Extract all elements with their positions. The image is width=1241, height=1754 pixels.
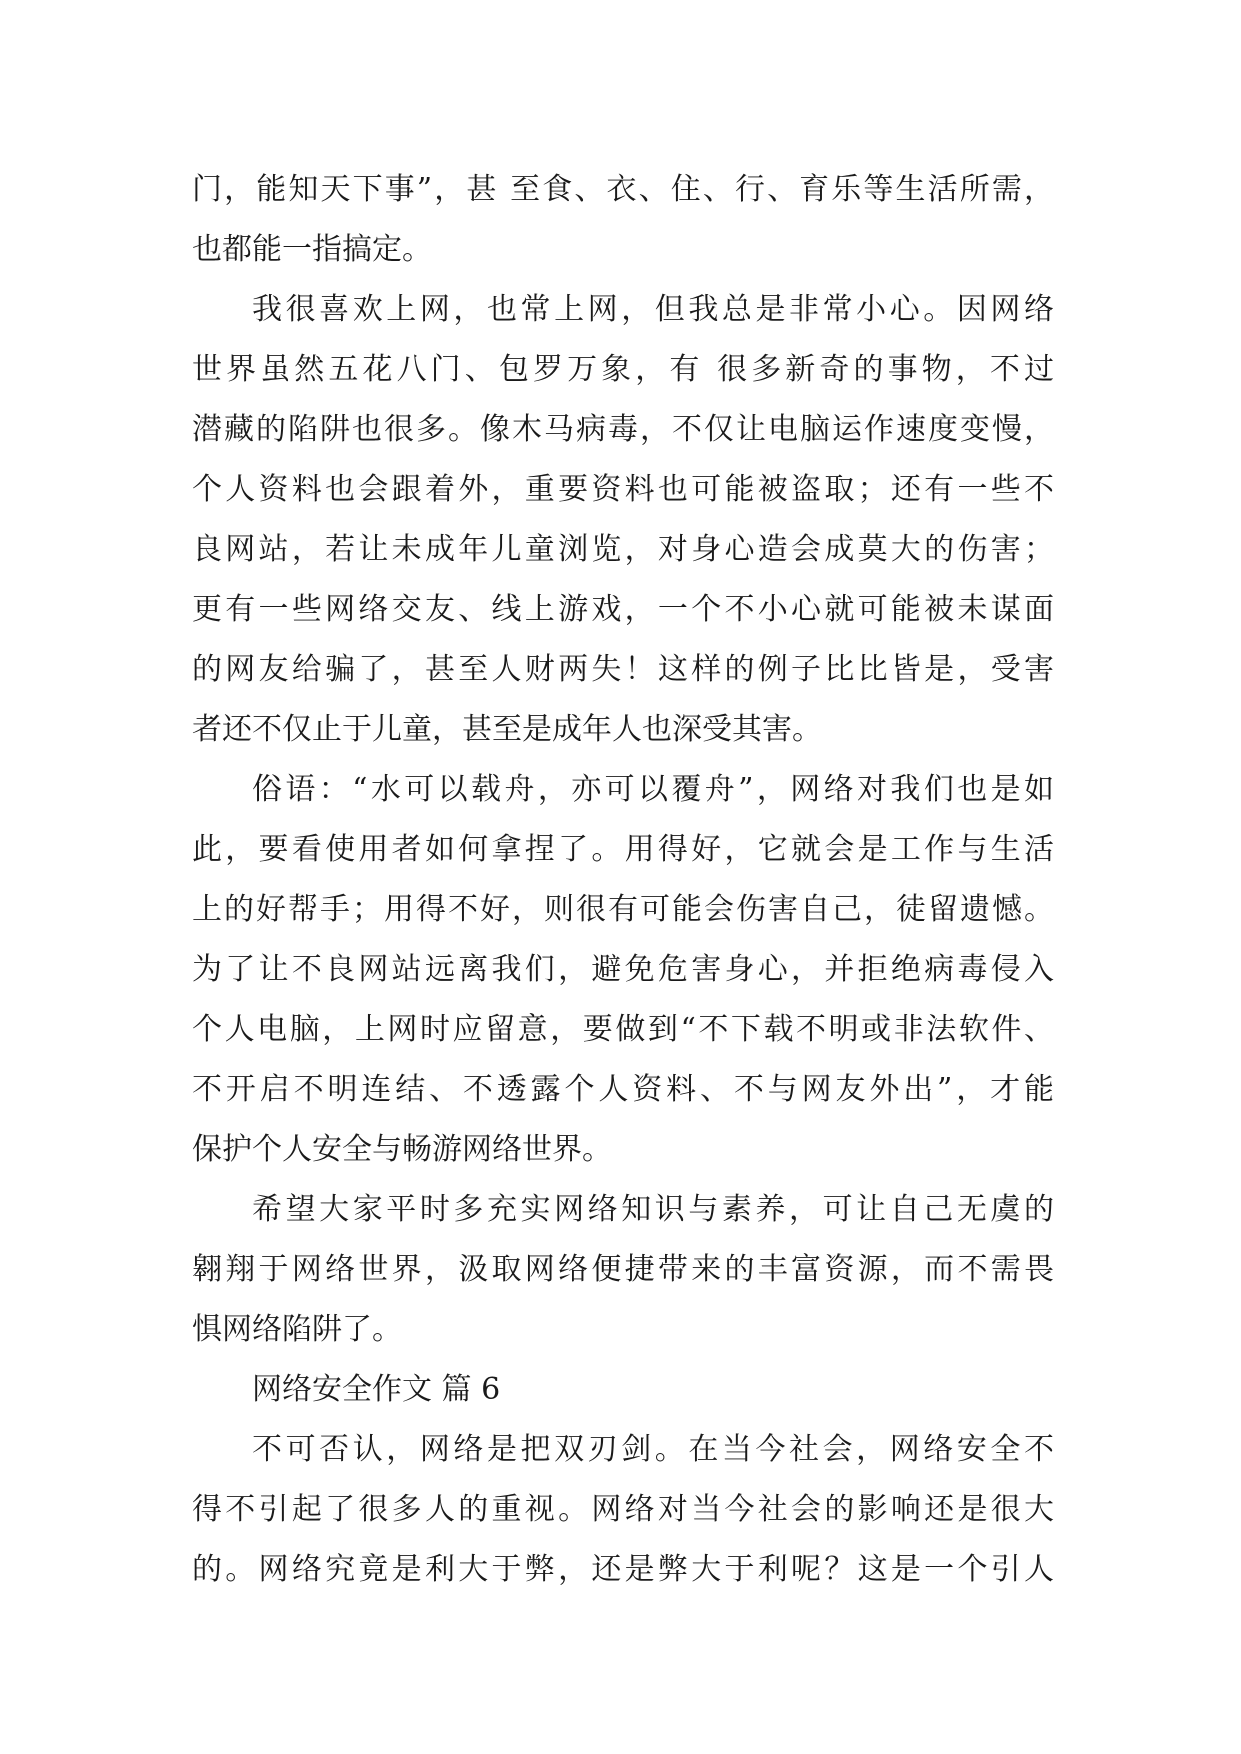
text-line: 也都能一指搞定。: [192, 232, 432, 267]
text-line: 为了让不良网站远离我们，避免危害身心，并拒绝病毒侵入: [192, 952, 1054, 987]
text-line: 的网友给骗了，甚至人财两失！这样的例子比比皆是，受害: [192, 652, 1054, 687]
text-line: 惧网络陷阱了。: [192, 1312, 402, 1347]
text-line: 潜藏的陷阱也很多。像木马病毒，不仅让电脑运作速度变慢，: [192, 412, 1054, 447]
text-line: 希望大家平时多充实网络知识与素养，可让自己无虞的: [252, 1192, 1054, 1227]
body-text: [192, 160, 1054, 1600]
text-line: 者还不仅止于儿童，甚至是成年人也深受其害。: [192, 712, 822, 747]
text-line: 门，能知天下事”，甚 至食、衣、住、行、育乐等生活所需，: [192, 172, 1054, 207]
text-line: 此，要看使用者如何拿捏了。用得好，它就会是工作与生活: [192, 832, 1054, 867]
text-line: 上的好帮手；用得不好，则很有可能会伤害自己，徒留遗憾。: [192, 892, 1054, 927]
text-line: 更有一些网络交友、线上游戏，一个不小心就可能被未谋面: [192, 592, 1054, 627]
text-line: 个人资料也会跟着外，重要资料也可能被盗取；还有一些不: [192, 472, 1054, 507]
text-line: 俗语：“水可以载舟，亦可以覆舟”，网络对我们也是如: [252, 772, 1054, 807]
text-line: 良网站，若让未成年儿童浏览，对身心造会成莫大的伤害；: [192, 532, 1054, 567]
text-line: 个人电脑，上网时应留意，要做到“不下载不明或非法软件、: [192, 1012, 1054, 1047]
text-line: 得不引起了很多人的重视。网络对当今社会的影响还是很大: [192, 1492, 1054, 1527]
text-line: 不开启不明连结、不透露个人资料、不与网友外出”，才能: [192, 1072, 1054, 1107]
text-line: 不可否认，网络是把双刃剑。在当今社会，网络安全不: [252, 1432, 1054, 1467]
section-heading: 网络安全作文 篇 6: [252, 1372, 501, 1407]
text-line: 的。网络究竟是利大于弊，还是弊大于利呢？这是一个引人: [192, 1552, 1054, 1587]
text-line: 保护个人安全与畅游网络世界。: [192, 1132, 612, 1167]
text-line: 翱翔于网络世界，汲取网络便捷带来的丰富资源，而不需畏: [192, 1252, 1054, 1287]
text-line: 我很喜欢上网，也常上网，但我总是非常小心。因网络: [252, 292, 1054, 327]
text-line: 世界虽然五花八门、包罗万象，有 很多新奇的事物，不过: [192, 352, 1054, 387]
